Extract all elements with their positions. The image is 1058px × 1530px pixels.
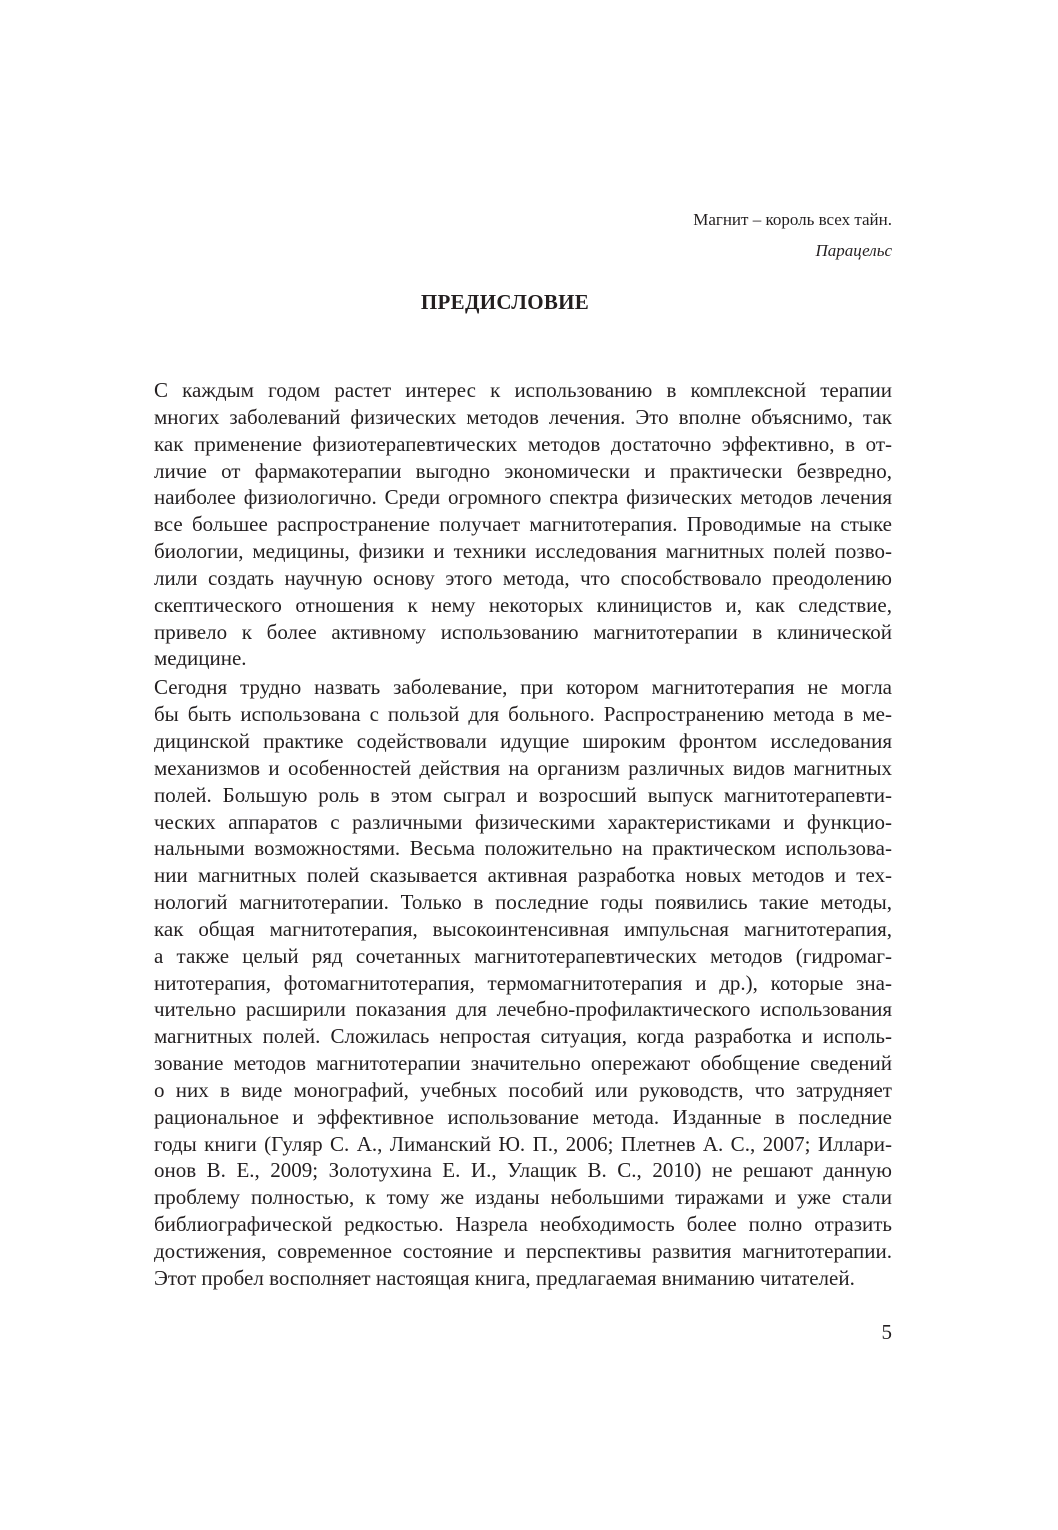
text-line: библиографической редкостью. Назрела необходимость более полно отразить — [154, 1212, 892, 1237]
chapter-title: ПРЕДИСЛОВИЕ — [420, 290, 590, 314]
text-line: годы книги (Гуляр С. А., Лиманский Ю. П., 2006; Плетнев А. С., 2007; Иллари- — [154, 1131, 892, 1156]
text-line: чительно расширили показания для лечебно-профилактического использования — [154, 997, 892, 1022]
text-line: все большее распространение получает магнитотерапия. Проводимые на стыке — [154, 512, 892, 537]
body-text — [118, 377, 892, 1292]
text-line: как общая магнитотерапия, высокоинтенсивная импульсная магнитотерапия, — [154, 916, 892, 941]
text-line: магнитных полей. Сложилась непростая ситуация, когда разработка и исполь- — [154, 1024, 892, 1049]
text-line: бы быть использована с пользой для больного. Распространению метода в ме- — [154, 702, 892, 727]
text-line: дицинской практике содействовали идущие широким фронтом исследования — [154, 728, 892, 753]
text-line: механизмов и особенностей действия на организм различных видов магнитных — [154, 755, 892, 780]
text-line: лили создать научную основу этого метода, что способствовало преодолению — [154, 565, 892, 590]
text-line: зование методов магнитотерапии значительно опережают обобщение сведений — [154, 1051, 892, 1076]
text-line: онов В. Е., 2009; Золотухина Е. И., Улащик В. С., 2010) не решают данную — [154, 1158, 892, 1183]
text-line: о них в виде монографий, учебных пособий или руководств, что затрудняет — [154, 1077, 892, 1102]
text-line: многих заболеваний физических методов лечения. Это вполне объяснимо, так — [154, 404, 892, 429]
paragraph — [118, 674, 892, 1291]
text-line: нологий магнитотерапии. Только в последние годы появились такие методы, — [154, 890, 892, 915]
text-line: Сегодня трудно назвать заболевание, при котором магнитотерапия не могла — [154, 675, 892, 700]
text-line: наиболее физиологично. Среди огромного спектра физических методов лечения — [154, 485, 892, 510]
text-line: нии магнитных полей сказывается активная разработка новых методов и тех- — [154, 863, 892, 888]
text-line: личие от фармакотерапии выгодно экономически и практически безвредно, — [154, 458, 892, 483]
epigraph-quote: Магнит – король всех тайн. — [693, 210, 892, 229]
text-line: ческих аппаратов с различными физическими характеристиками и функцио- — [154, 809, 892, 834]
text-line: скептического отношения к нему некоторых клиницистов и, как следствие, — [154, 592, 892, 617]
text-line: нальными возможностями. Весьма положительно на практическом использова- — [154, 836, 892, 861]
page-number: 5 — [881, 1320, 892, 1344]
paragraph — [118, 377, 892, 672]
text-line: а также целый ряд сочетанных магнитотерапевтических методов (гидромаг- — [154, 943, 892, 968]
text-line: проблему полностью, к тому же изданы небольшими тиражами и уже стали — [154, 1185, 892, 1210]
text-line: привело к более активному использованию магнитотерапии в клинической — [154, 619, 892, 644]
text-line: медицине. — [154, 646, 247, 671]
text-line: полей. Большую роль в этом сыграл и возросший выпуск магнитотерапевти- — [154, 782, 892, 807]
text-line: Этот пробел восполняет настоящая книга, предлагаемая вниманию читателей. — [154, 1265, 855, 1290]
text-line: рациональное и эффективное использование метода. Изданные в последние — [154, 1104, 892, 1129]
text-line: как применение физиотерапевтических методов достаточно эффективно, в от- — [154, 431, 892, 456]
epigraph — [693, 204, 892, 266]
text-line: достижения, современное состояние и перспективы развития магнитотерапии. — [154, 1239, 892, 1263]
text-line: С каждым годом растет интерес к использованию в комплексной терапии — [154, 378, 892, 402]
epigraph-author: Парацельс — [815, 241, 892, 260]
text-line: нитотерапия, фотомагнитотерапия, термомагнитотерапия и др.), которые зна- — [154, 970, 892, 995]
text-line: биологии, медицины, физики и техники исследования магнитных полей позво- — [154, 539, 892, 564]
